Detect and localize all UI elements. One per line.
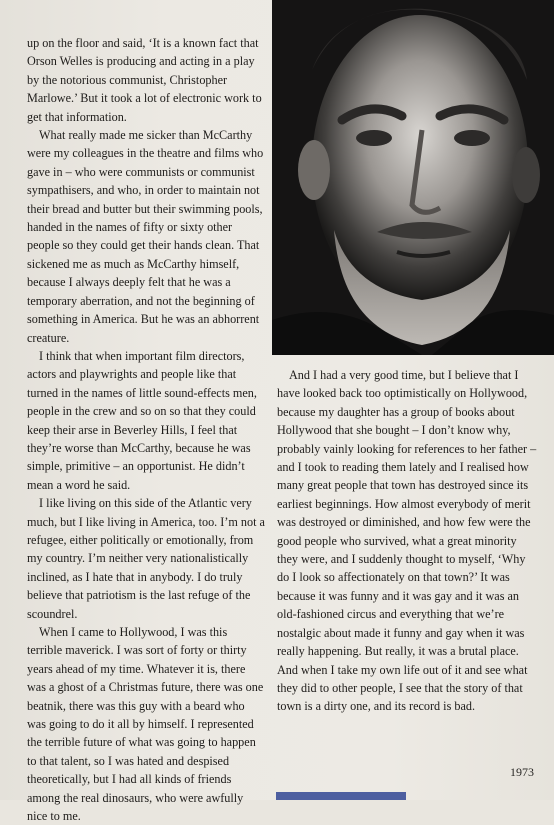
paragraph: What really made me sicker than McCarthy were my colleagues in the theatre and films who gave in – who were communists or communist sympathisers, and who, in order to maintain not their bread and butter but their swimming pools, handed in the names of fifty or sixty other people so they could get their hands clean. That sickened me as much as McCarthy himself, because I always deeply felt that he was a temporary aberration, and not the beginning of something in America. But he was an abhorrent creature.	[27, 128, 264, 345]
paragraph: I think that when important film directors, actors and playwrights and people like that turned in the names of little sound-effects men, people in the crew and so on so that they could keep their arse in Beverley Hills, I feel that they’re worse than McCarthy, because he was simple, primitive – an opportunist. He didn’t mean a word he said.	[27, 348, 257, 492]
left-text-column	[27, 34, 265, 825]
paragraph: And I had a very good time, but I believe that I have looked back too optimistically on Hollywood, because my daughter has a group of books about Hollywood that she bought – I don’t know why, probably vainly looking for references to her father – and I took to reading them lately and I realised how many great people that town has destroyed since its earliest beginnings. How almost everybody of merit was destroyed or diminished, and how few were the good people who survived, what a great minority they were, and I suddenly thought to myself, ‘Why do I look so affectionately on that town?’ It was because it was funny and it was gay and it was an old-fashioned circus and everything that we’re nostalgic about made it funny and gay when it was really happening. But really, it was a brutal place. And when I take my own life out of it and see what they did to other people, I see that the story of that town is a dirty one, and its record is bad.	[277, 368, 537, 714]
portrait-photo	[272, 0, 554, 355]
portrait-illustration	[272, 0, 554, 355]
paragraph: up on the floor and said, ‘It is a known fact that Orson Welles is producing and acting in a play by the notorious communist, Christopher Marlowe.’ But it took a lot of electronic work to get that information.	[27, 36, 262, 124]
paragraph: I like living on this side of the Atlantic very much, but I like living in America, too. I’m not a refugee, either politically or emotionally, from my country. I’m neither very nationalistically inclined, as I hate that in anybody. I do truly believe that patriotism is the last refuge of the scoundrel.	[27, 496, 265, 621]
right-text-column	[277, 366, 539, 716]
page-number: 1973	[510, 765, 534, 779]
paragraph: When I came to Hollywood, I was this terrible maverick. I was sort of forty or thirty years ahead of my time. Whatever it is, there was a ghost of a Christmas future, there was one beatnik, there was this guy with a beard who was going to do it all by himself. I represented the terrible future of what was going to happen to that talent, so I was hated and despised theoretically, but I had all kinds of friends among the real dinosaurs, who were awfully nice to me.	[27, 625, 264, 824]
footer-color-bar	[276, 792, 406, 800]
